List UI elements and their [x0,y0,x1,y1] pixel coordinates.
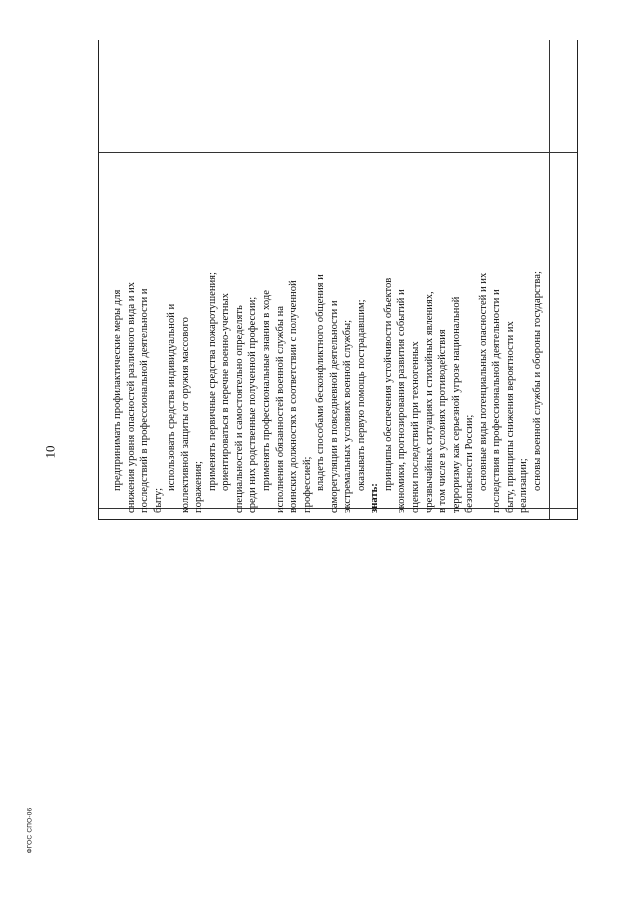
cell-line: снижения уровня опасностей различного вида и их [125,282,137,513]
cell-line: оказывать первую помощь пострадавшим; [355,299,367,491]
document-code [22,800,38,860]
document-code-text: ФГОС СПО-06 [26,807,34,853]
cell-line: среди них родственные полученной профессии; [247,296,259,513]
cell-line: саморегуляции в повседневной деятельности и [328,300,340,513]
cell-line: реализации; [518,458,530,513]
competency-table [98,40,578,520]
column-divider [99,152,577,153]
cell-line: использовать средства индивидуальной и [166,303,178,491]
cell-line: предпринимать профилактические меры для [112,289,123,491]
cell-line: исполнения обязанностей военной службы на [274,305,286,513]
cell-line: безопасности России; [464,414,476,513]
cell-line: применять профессиональные знания в ходе [261,290,273,491]
cell-line: чрезвычайных ситуациях и стихийных явлениях, [423,291,435,513]
cell-line: основы военной службы и обороны государства; [531,271,543,491]
cell-line: специальностей и самостоятельно определять [233,305,245,513]
cell-line: владеть способами бесконфликтного общения и [315,274,327,491]
cell-line: в том числе в условиях противодействия [437,329,449,513]
table-container [98,40,578,858]
cell-line: коллективной защиты от оружия массового [179,317,191,513]
page-number [40,432,60,472]
cell-line: основные виды потенциальных опасностей и их [477,272,489,491]
cell-line: последствия в профессиональной деятельности и [491,289,503,513]
cell-line: ориентироваться в перечне военно-учетных [220,293,232,491]
cell-line: принципы обеспечения устойчивости объектов [382,277,394,491]
cell-line: профессией; [301,456,313,513]
cell-line: применять первичные средства пожаротушения; [206,272,218,491]
cell-line: последствий в профессиональной деятельности и [139,288,151,513]
table-cell-content [111,158,575,513]
cell-line: поражения; [193,460,205,513]
cell-line: экстремальных условиях военной службы; [342,319,354,513]
page-number-text: 10 [42,445,57,459]
cell-line: воинских должностях в соответствии с полученной [288,280,300,513]
cell-line: терроризму как серьезной угрозе национальной [450,296,462,513]
cell-line: быту, принципы снижения вероятности их [504,321,516,513]
cell-line: быту; [152,487,164,513]
cell-line: экономики, прогнозирования развития событий и [396,289,408,513]
cell-line: знать: [369,483,381,513]
cell-line: оценки последствий при техногенных [410,341,422,513]
